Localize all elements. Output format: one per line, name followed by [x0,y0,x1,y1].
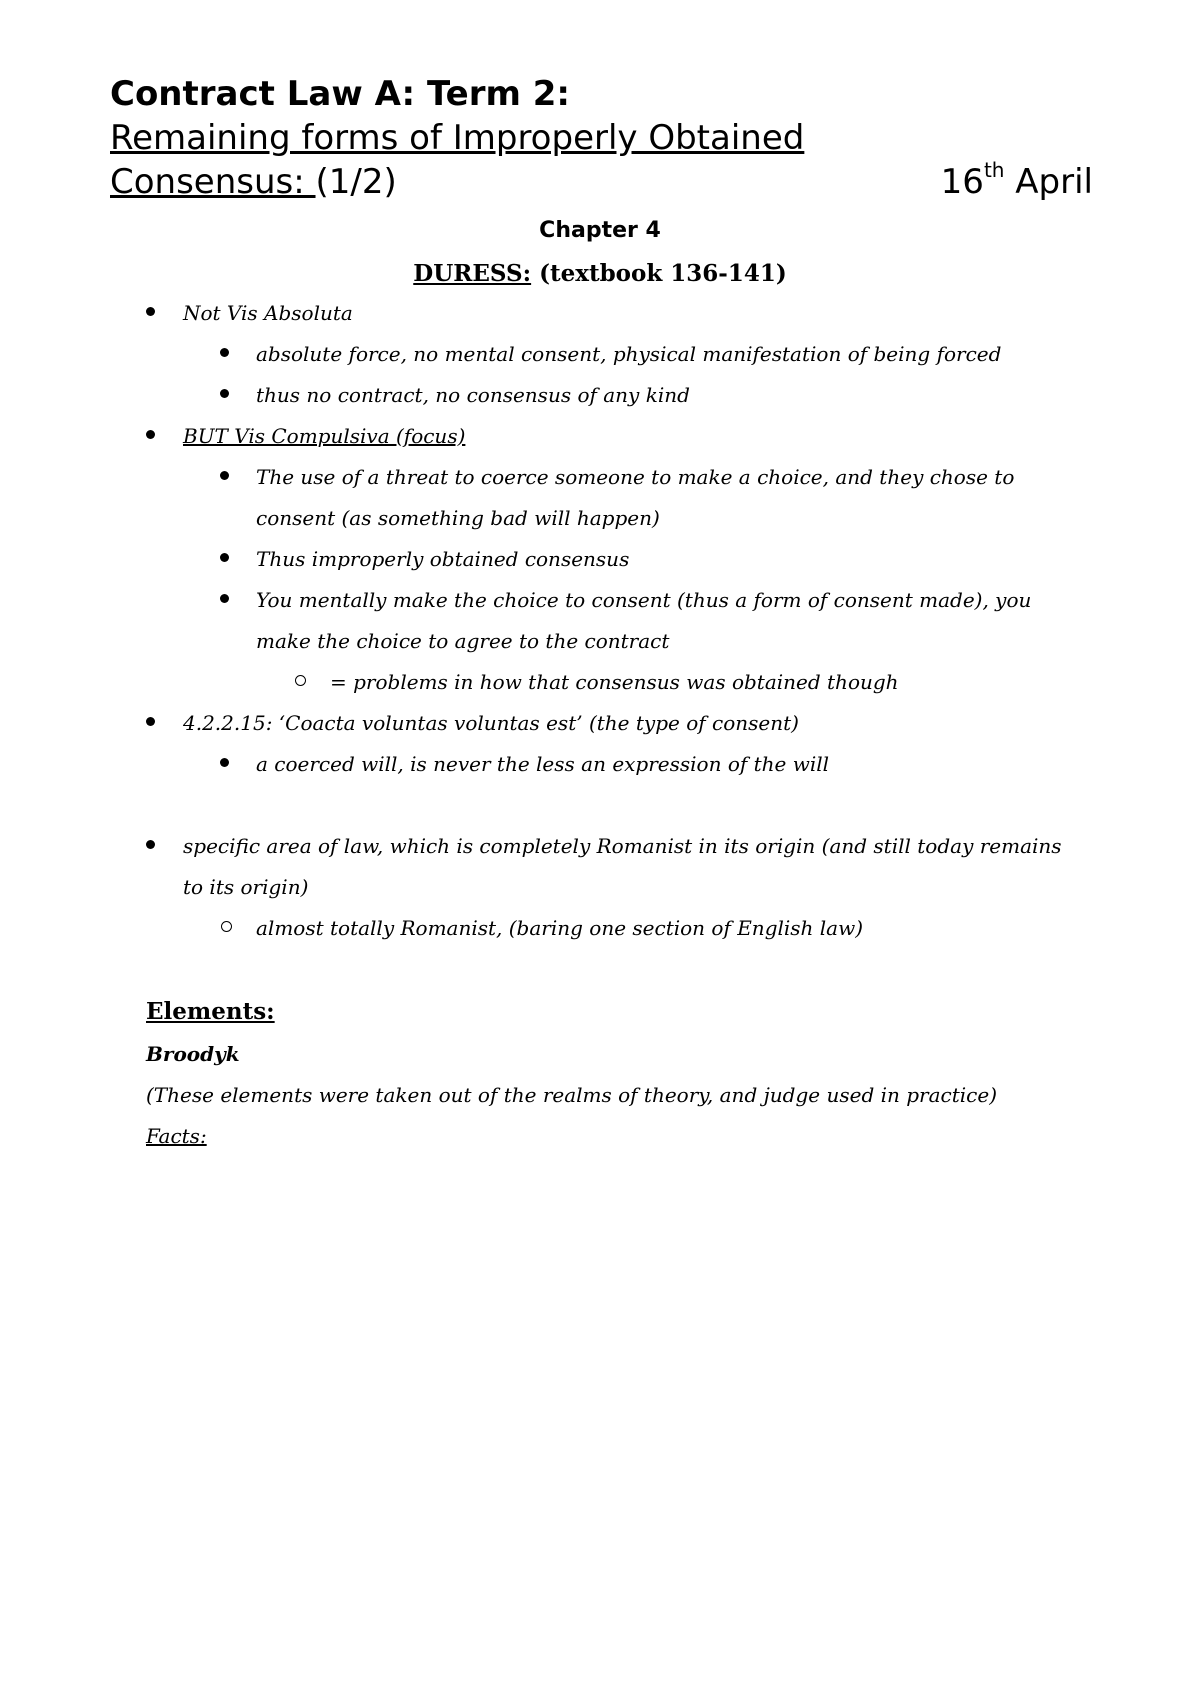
note-line: specific area of law, which is completely Romanist in its origin (and still today remains [183,834,1062,858]
note-line: 4.2.2.15: ‘Coacta voluntas voluntas est’ (the type of consent) [183,711,799,735]
section-heading [0,260,1200,287]
subtitle-line-2 [110,162,397,202]
note-line: make the choice to agree to the contract [256,629,670,653]
bullet-icon [146,717,155,726]
note-line: You mentally make the choice to consent (thus a form of consent made), you [256,588,1032,612]
note-line: Not Vis Absoluta [183,301,353,325]
note-line: consent (as something bad will happen) [256,506,660,530]
case-note: (These elements were taken out of the realms of theory, and judge used in practice) [146,1083,998,1107]
bullet-icon [220,389,229,398]
bullet-icon [146,840,155,849]
note-line: to its origin) [183,875,309,899]
textbook-reference: (textbook 136-141) [531,260,787,287]
note-line: The use of a threat to coerce someone to make a choice, and they chose to [256,465,1015,489]
note-line: a coerced will, is never the less an expression of the will [256,752,830,776]
note-line: Thus improperly obtained consensus [256,547,630,571]
date-month: April [1004,162,1093,202]
duress-heading: DURESS: [413,260,532,287]
note-line: thus no contract, no consensus of any kind [256,383,690,407]
note-line: almost totally Romanist, (baring one section of English law) [256,916,864,940]
date-day: 16 [940,162,984,202]
chapter-heading: Chapter 4 [539,218,661,243]
bullet-icon [220,758,229,767]
bullet-icon [220,471,229,480]
date-suffix: th [983,158,1005,182]
note-line: BUT Vis Compulsiva (focus) [183,424,466,448]
bullet-icon [220,348,229,357]
subtitle-part: (1/2) [315,162,397,202]
note-line: absolute force, no mental consent, physical manifestation of being forced [256,342,1002,366]
document-title: Contract Law A: Term 2: [110,74,570,114]
sub-bullet-icon [295,675,306,686]
bullet-icon [220,594,229,603]
note-line: = problems in how that consensus was obtained though [330,670,899,694]
lecture-date [940,158,1093,202]
facts-label: Facts: [146,1124,207,1148]
bullet-icon [220,553,229,562]
bullet-icon [146,307,155,316]
bullet-icon [146,430,155,439]
subtitle-consensus: Consensus: [110,162,316,202]
case-name: Broodyk [146,1042,240,1066]
subtitle-line-1: Remaining forms of Improperly Obtained [110,118,805,158]
elements-heading: Elements: [146,998,275,1025]
sub-bullet-icon [221,921,232,932]
